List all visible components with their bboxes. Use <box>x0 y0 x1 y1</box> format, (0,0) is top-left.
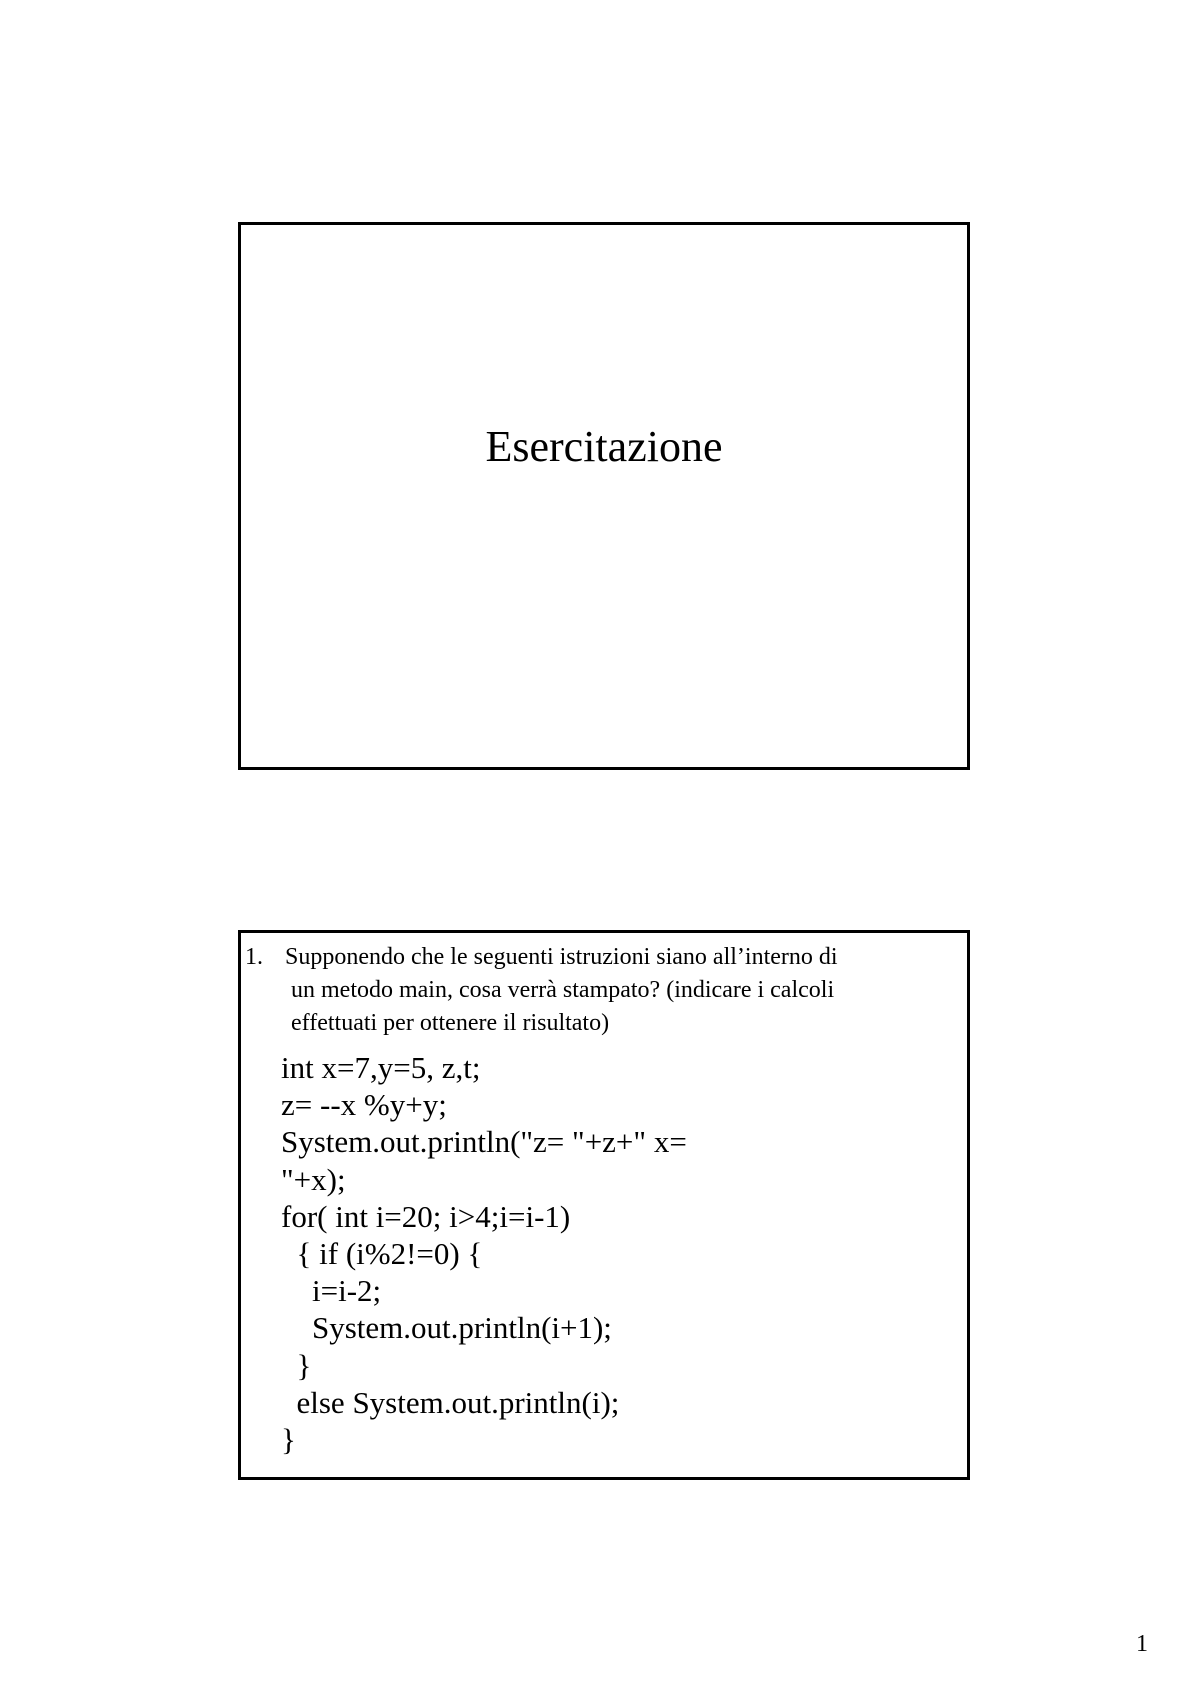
slide-title-frame <box>238 222 970 770</box>
exercise-question <box>245 941 945 1040</box>
code-line: System.out.println(i+1); <box>281 1310 612 1346</box>
code-line: System.out.println("z= "+z+" x= <box>281 1124 687 1160</box>
code-line: { if (i%2!=0) { <box>281 1236 483 1272</box>
code-line: } <box>281 1422 296 1458</box>
code-line: } <box>281 1347 312 1383</box>
code-line: z= --x %y+y; <box>281 1087 447 1123</box>
code-line: i=i-2; <box>281 1273 382 1309</box>
code-line: int x=7,y=5, z,t; <box>281 1050 481 1085</box>
question-line: effettuati per ottenere il risultato) <box>291 1010 610 1036</box>
question-number: 1. <box>245 944 263 970</box>
code-line: for( int i=20; i>4;i=i-1) <box>281 1198 571 1234</box>
question-line: Supponendo che le seguenti istruzioni siano all’interno di <box>285 944 838 970</box>
question-text <box>285 941 945 1040</box>
code-block <box>281 1049 687 1458</box>
page-number: 1 <box>1136 1631 1148 1657</box>
code-line: else System.out.println(i); <box>281 1384 620 1420</box>
slide-title: Esercitazione <box>485 422 723 471</box>
question-line: un metodo main, cosa verrà stampato? (indicare i calcoli <box>291 977 835 1003</box>
code-line: "+x); <box>281 1161 346 1197</box>
slide-exercise-frame <box>238 930 970 1480</box>
